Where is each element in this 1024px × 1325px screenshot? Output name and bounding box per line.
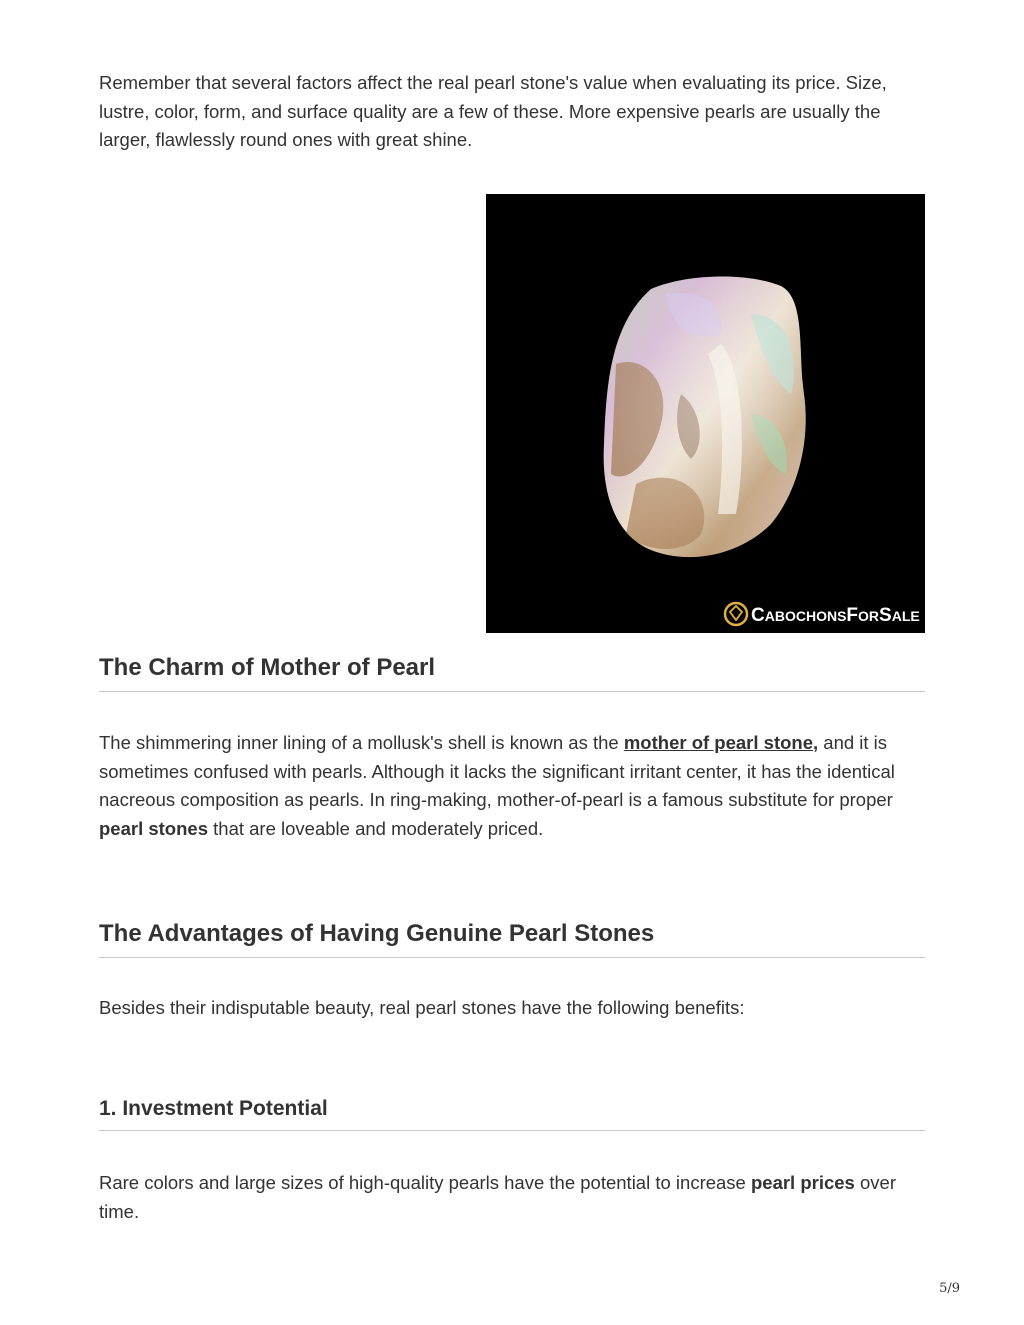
mother-of-pearl-cabochon-image bbox=[486, 194, 925, 633]
cabochonsforsale-watermark bbox=[725, 603, 920, 626]
mother-of-pearl-stone-link[interactable]: mother of pearl stone, bbox=[623, 732, 819, 753]
pearl-stones-bold: pearl stones bbox=[99, 817, 208, 839]
svg-text:CABOCHONSFORSALE: CABOCHONSFORSALE bbox=[751, 605, 920, 626]
pearl-prices-bold: pearl prices bbox=[750, 1172, 855, 1193]
mother-of-pearl-paragraph bbox=[99, 729, 925, 843]
text-span: The shimmering inner lining of a mollusk's shell is known as the bbox=[99, 732, 624, 753]
diamond-logo-icon bbox=[730, 606, 742, 620]
investment-paragraph bbox=[99, 1169, 925, 1226]
text-span: that are loveable and moderately priced. bbox=[208, 817, 544, 839]
text-span: Rare colors and large sizes of high-quality pearls have the potential to increase bbox=[99, 1172, 751, 1193]
advantages-paragraph: Besides their indisputable beauty, real pearl stones have the following benefits: bbox=[99, 997, 745, 1018]
text-span: and it is sometimes confused with pearls. Although it lacks the significant irritant center, it has the identical nacreous composition as pearls. In ring-making, mother-of-pearl is a famous substitute for proper bbox=[99, 732, 895, 810]
heading-advantages: The Advantages of Having Genuine Pearl Stones bbox=[99, 919, 925, 958]
heading-mother-of-pearl: The Charm of Mother of Pearl bbox=[99, 653, 925, 692]
intro-paragraph: Remember that several factors affect the real pearl stone's value when evaluating its price. Size, lustre, color, form, and surface quality are a few of these. More expensive pearls are usually the larger, flawlessly round ones with great shine. bbox=[99, 72, 887, 150]
heading-investment-potential: 1. Investment Potential bbox=[99, 1096, 925, 1131]
text-span: over time. bbox=[99, 1172, 896, 1222]
page-number: 5/9 bbox=[939, 1281, 960, 1296]
cabochon-stone bbox=[486, 194, 925, 633]
